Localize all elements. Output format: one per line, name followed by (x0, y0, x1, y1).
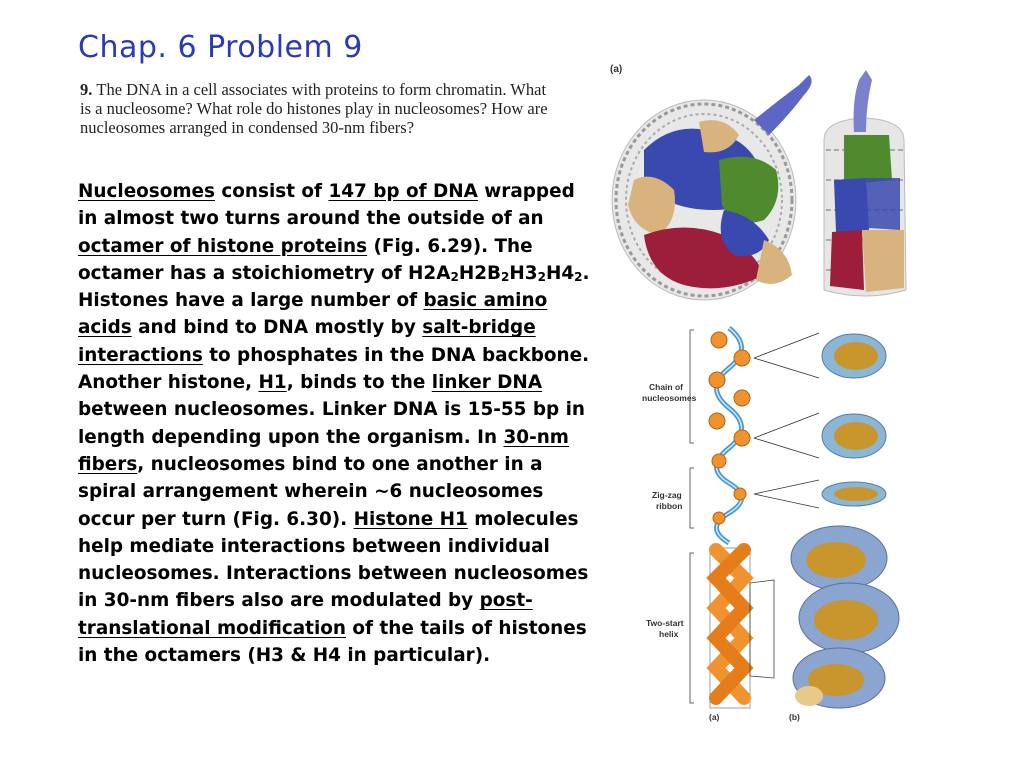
term-basic-amino-acids: basic amino acids (78, 290, 548, 339)
answer-text: of the tails of histones in the octamers (H3 & H4 in particular). (78, 617, 587, 667)
two-start-helix (710, 548, 774, 708)
label-ribbon: ribbon (656, 501, 683, 511)
label-two-start: Two-start (646, 618, 684, 628)
term-salt-bridge: salt-bridge interactions (78, 317, 536, 366)
term-ptm: post-translational modification (78, 590, 533, 639)
label-nucleosomes: nucleosomes (642, 393, 697, 403)
chain-bracket (690, 330, 694, 443)
subscript: 2 (537, 269, 546, 284)
question-block (80, 80, 560, 137)
nucleosome-detail-3 (822, 482, 886, 506)
answer-text: (Fig. 6.29). The octamer has a stoichiometry of H2A (78, 235, 533, 284)
answer-text: to phosphates in the DNA backbone. Another histone, (78, 344, 590, 394)
answer-paragraph (78, 178, 600, 669)
term-h1: H1 (258, 372, 287, 394)
label-chain-of: Chain of (649, 382, 683, 392)
answer-text: molecules help mediate interactions between individual nucleosomes. Interactions between nucleosomes in 30-nm fibers also are modulated by (78, 508, 589, 612)
label-helix: helix (659, 629, 679, 639)
slide-title: Chap. 6 Problem 9 (78, 30, 363, 65)
answer-text: consist of (214, 181, 329, 202)
figure-a-panel-label: (a) (610, 64, 623, 75)
nucleosome-detail-2 (822, 414, 886, 458)
answer-text: between nucleosomes. Linker DNA is 15-55 bp in length depending upon the organism. In (78, 399, 585, 448)
answer-text: H4 (545, 262, 575, 284)
question-number: 9. (80, 80, 93, 99)
answer-text: wrapped in almost two turns around the outside of an (78, 181, 575, 230)
term-histone-h1: Histone H1 (353, 508, 468, 530)
term-30nm-fibers: 30-nm fibers (78, 426, 569, 475)
term-nucleosomes: Nucleosomes (78, 181, 215, 202)
label-zig-zag: Zig-zag (652, 490, 682, 500)
subscript: 2 (574, 269, 583, 284)
nucleosome-top-view (612, 75, 812, 300)
answer-text: , nucleosomes bind to one another in a spiral arrangement wherein ~6 nucleosomes occur per turn (Fig. 6.30). (78, 453, 544, 530)
nucleosome-side-view (824, 70, 906, 296)
term-147bp: 147 bp of DNA (328, 181, 478, 202)
answer-text: . Histones have a large number of (78, 262, 590, 312)
answer-text: , binds to the (286, 372, 432, 394)
subscript: 2 (501, 269, 510, 284)
term-linker-dna: linker DNA (431, 372, 543, 394)
answer-text: and bind to DNA mostly by (131, 317, 423, 339)
nucleosome-structure-figure (604, 60, 1024, 310)
fiber-detail (791, 526, 899, 708)
nucleosome-detail-1 (822, 334, 886, 378)
question-text: The DNA in a cell associates with proteins to form chromatin. What is a nucleosome? What role do histones play in nucleosomes? How are nucleosomes arranged in condensed 30-nm fibers? (80, 80, 548, 137)
chromatin-fiber-figure (604, 318, 1024, 728)
answer-text: H3 (509, 262, 538, 284)
term-octamer: octamer of histone proteins (78, 235, 368, 257)
answer-text: H2B (458, 262, 502, 284)
subscript: 2 (450, 269, 459, 284)
panel-label-b: (b) (789, 712, 800, 722)
zoom-callouts (754, 333, 819, 508)
panel-label-a: (a) (709, 712, 720, 722)
